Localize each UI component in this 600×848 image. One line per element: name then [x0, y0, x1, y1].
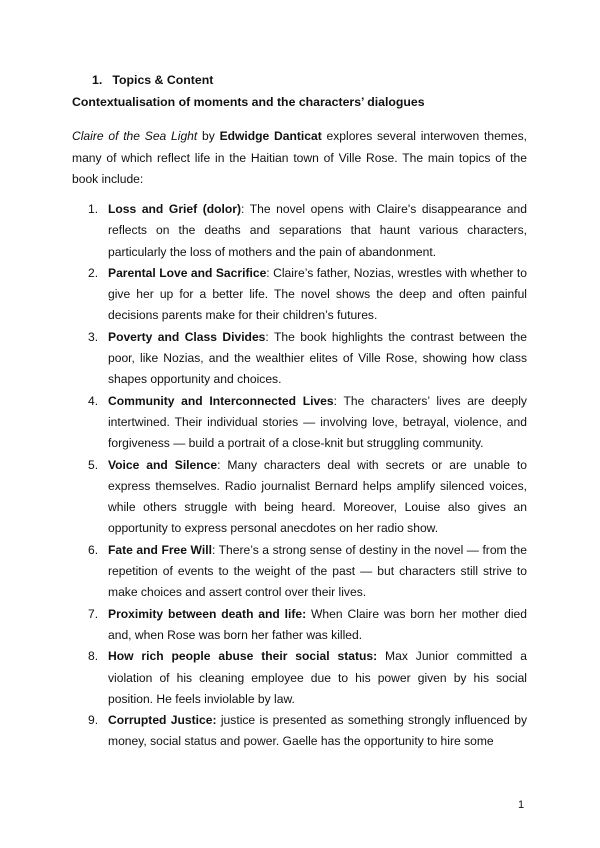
section-title: Topics & Content	[112, 73, 214, 87]
intro-text: explores several interwoven themes, many of which reflect life in the Haitian town of Ville Rose. The main topics of the book include:	[72, 129, 527, 186]
topic-title: Fate and Free Will	[108, 542, 212, 557]
topic-number: 2.	[88, 265, 99, 280]
topic-number: 9.	[88, 713, 99, 728]
topic-number: 1.	[88, 202, 99, 216]
topic-text: Many characters deal with secrets or are unable to express themselves. Radio journalist Bernard helps amplify silenced voices, while others struggle with being heard. Moreover, Louise also gives an opportunity to express personal anecdotes on her radio show.	[108, 457, 527, 536]
topic-item	[88, 604, 527, 647]
topic-number: 3.	[88, 329, 99, 344]
topic-separator: :	[217, 457, 228, 472]
topic-item	[88, 391, 527, 455]
topic-title: Parental Love and Sacrifice	[108, 265, 267, 280]
topic-item	[88, 327, 527, 391]
topic-text: The book highlights the contrast between the poor, like Nozias, and the wealthier elites of Ville Rose, showing how class shapes opportunity and choices.	[108, 329, 527, 387]
topic-number: 4.	[88, 393, 99, 408]
topic-text: Claire’s father, Nozias, wrestles with whether to give her up for a better life. The novel shows the deep and often painful decisions parents make for their children’s futures.	[108, 265, 527, 323]
topic-text: When Claire was born her mother died and, when Rose was born her father was killed.	[108, 606, 527, 642]
intro-by: by	[197, 129, 220, 143]
topic-text: The characters’ lives are deeply intertwined. Their individual stories — involving love, betrayal, violence, and forgiveness — build a portrait of a close-knit but struggling community.	[108, 393, 527, 451]
topic-separator: :	[266, 265, 274, 280]
intro-paragraph	[72, 126, 527, 191]
topic-separator: :	[211, 542, 219, 557]
topic-separator: :	[241, 202, 250, 216]
section-heading	[92, 72, 213, 89]
page-number: 1	[518, 799, 525, 811]
topic-title: Corrupted Justice:	[108, 713, 217, 728]
topic-title: Community and Interconnected Lives	[108, 393, 334, 408]
topic-title: How rich people abuse their social status:	[108, 649, 378, 664]
topic-item	[88, 710, 527, 753]
topic-title: Voice and Silence	[108, 457, 218, 472]
topic-number: 7.	[88, 606, 99, 621]
topic-separator	[377, 649, 385, 663]
topic-text: There’s a strong sense of destiny in the novel — from the repetition of events to the weight of the past — but characters still strive to make choices and assert control over their lives.	[108, 542, 527, 600]
topic-item	[88, 646, 527, 710]
topic-title: Poverty and Class Divides	[108, 329, 266, 344]
topic-item	[88, 540, 527, 604]
topic-item	[88, 455, 527, 540]
topic-item	[88, 199, 527, 263]
topic-number: 8.	[88, 649, 99, 664]
book-title: Claire of the Sea Light	[72, 129, 198, 143]
section-number: 1.	[92, 73, 103, 87]
topic-number: 6.	[88, 542, 99, 557]
topic-number: 5.	[88, 457, 99, 472]
topic-text: Max Junior committed a violation of his cleaning employee due to his power given by his social position. He feels inviolable by law.	[108, 649, 527, 706]
topics-list	[88, 199, 527, 753]
author-name: Edwidge Danticat	[219, 129, 322, 143]
topic-text: justice is presented as something strongly influenced by money, social status and power. Gaelle has the opportunity to hire some	[108, 713, 527, 749]
topic-text: The novel opens with Claire's disappearance and reflects on the deaths and separations that haunt various characters, particularly the loss of mothers and the pain of abandonment.	[108, 202, 527, 259]
topic-separator: :	[333, 393, 344, 408]
topic-title: Proximity between death and life:	[108, 606, 307, 621]
topic-separator: :	[265, 329, 274, 344]
section-subtitle: Contextualisation of moments and the characters’ dialogues	[72, 95, 425, 109]
topic-title: Loss and Grief (dolor)	[108, 202, 242, 216]
topic-item	[88, 263, 527, 327]
